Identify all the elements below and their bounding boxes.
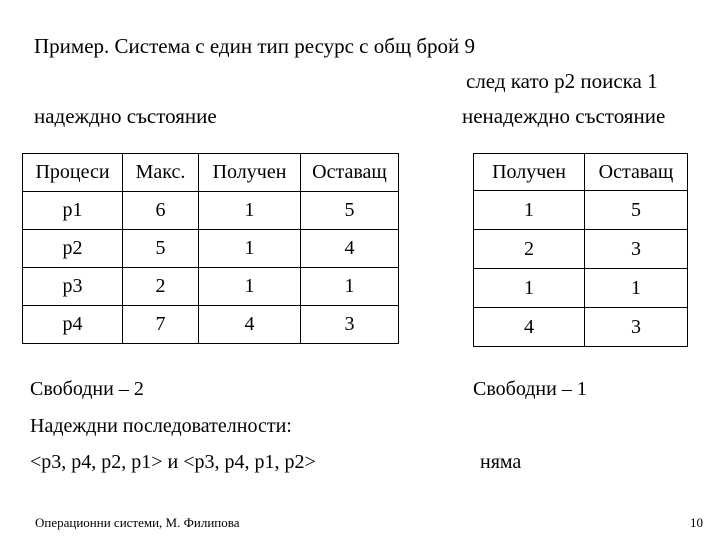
left-free-count: Свободни – 2 [30, 378, 144, 400]
safe-state-label: надеждно състояние [34, 104, 217, 128]
table-row [23, 306, 399, 344]
table-row [474, 308, 688, 347]
safe-sequences-label: Надеждни последователности: [30, 415, 292, 437]
right-free-count: Свободни – 1 [473, 378, 587, 400]
max-cell: 5 [123, 230, 199, 268]
allocated-cell: 2 [474, 230, 585, 269]
allocated-cell: 1 [474, 269, 585, 308]
allocated-cell: 4 [474, 308, 585, 347]
table-row [474, 191, 688, 230]
process-cell: p2 [23, 230, 123, 268]
remaining-cell: 1 [301, 268, 399, 306]
remaining-cell: 5 [585, 191, 688, 230]
remaining-cell: 4 [301, 230, 399, 268]
header-allocated: Получен [199, 154, 301, 192]
allocated-cell: 1 [474, 191, 585, 230]
no-safe-sequence: няма [480, 451, 522, 473]
remaining-cell: 3 [301, 306, 399, 344]
page-number: 10 [690, 515, 703, 530]
remaining-cell: 1 [585, 269, 688, 308]
unsafe-state-table [473, 153, 688, 347]
allocated-cell: 4 [199, 306, 301, 344]
allocated-cell: 1 [199, 230, 301, 268]
remaining-cell: 3 [585, 308, 688, 347]
table-header-row [23, 154, 399, 192]
header-remaining: Оставащ [301, 154, 399, 192]
table-row [474, 269, 688, 308]
header-remaining: Оставащ [585, 154, 688, 191]
process-cell: p3 [23, 268, 123, 306]
footer-author: Операционни системи, М. Филипова [35, 515, 240, 530]
allocated-cell: 1 [199, 192, 301, 230]
max-cell: 6 [123, 192, 199, 230]
remaining-cell: 5 [301, 192, 399, 230]
table-row [23, 230, 399, 268]
table-row [474, 230, 688, 269]
max-cell: 7 [123, 306, 199, 344]
max-cell: 2 [123, 268, 199, 306]
unsafe-state-label: ненадеждно състояние [462, 104, 666, 128]
process-cell: p1 [23, 192, 123, 230]
safe-sequences: <p3, p4, p2, p1> и <p3, p4, p1, p2> [30, 451, 316, 473]
table-header-row [474, 154, 688, 191]
header-allocated: Получен [474, 154, 585, 191]
safe-state-table [22, 153, 399, 344]
process-cell: p4 [23, 306, 123, 344]
allocated-cell: 1 [199, 268, 301, 306]
remaining-cell: 3 [585, 230, 688, 269]
header-max: Макс. [123, 154, 199, 192]
right-caption: след като p2 поиска 1 [466, 69, 658, 93]
header-processes: Процеси [23, 154, 123, 192]
table-row [23, 192, 399, 230]
slide-title: Пример. Система с един тип ресурс с общ брой 9 [34, 34, 476, 58]
table-row [23, 268, 399, 306]
